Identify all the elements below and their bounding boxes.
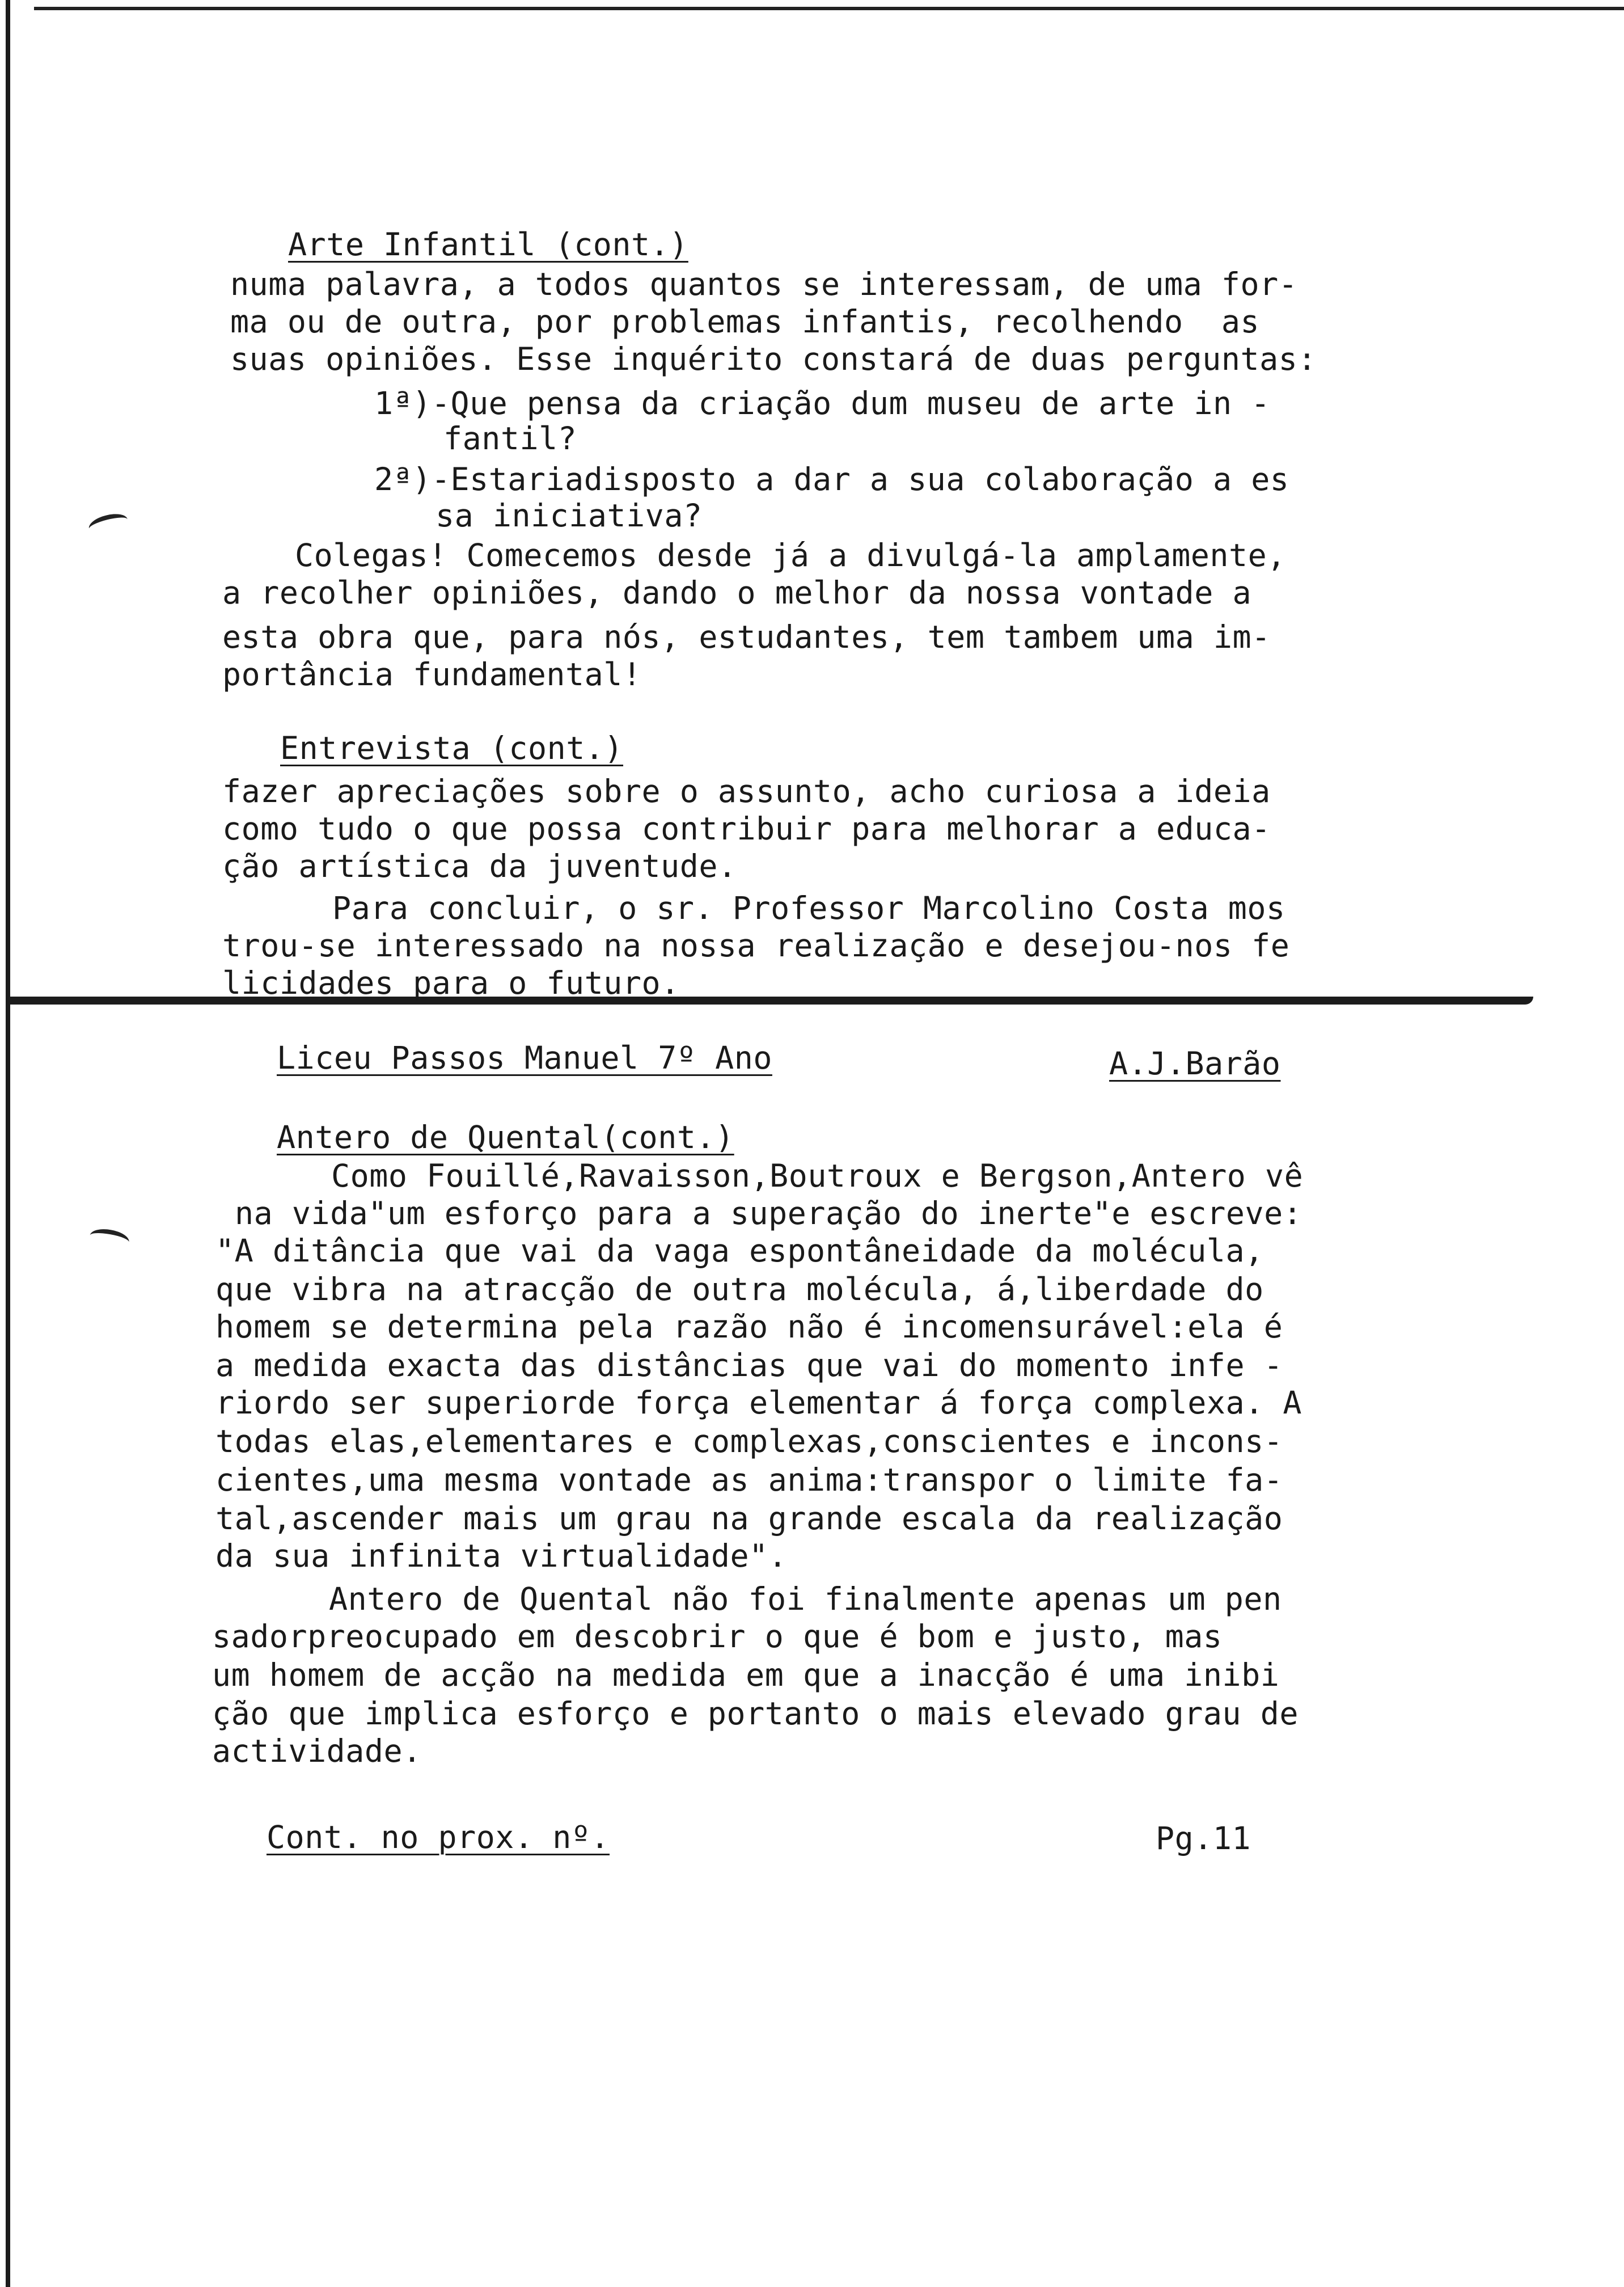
text-line: que vibra na atracção de outra molécula, á,liberdade do — [215, 1271, 1264, 1307]
section-heading-arte-infantil: Arte Infantil (cont.) — [288, 226, 688, 263]
text-line: portância fundamental! — [222, 656, 642, 693]
text-line: a recolher opiniões, dando o melhor da nossa vontade a — [222, 575, 1252, 611]
text-line: da sua infinita virtualidade". — [215, 1538, 788, 1574]
text-line: suas opiniões. Esse inquérito constará de duas perguntas: — [230, 341, 1317, 377]
text-line: tal,ascender mais um grau na grande escala da realização — [215, 1500, 1283, 1537]
binder-hole-mark — [88, 1226, 130, 1251]
text-line: na vida"um esforço para a superação do inerte"e escreve: — [235, 1195, 1302, 1231]
text-line: riordo ser superiorde força elementar á força complexa. A — [215, 1385, 1302, 1421]
text-line: homem se determina pela razão não é incomensurável:ela é — [215, 1309, 1283, 1345]
text-line: Colegas! Comecemos desde já a divulgá-la amplamente, — [295, 537, 1286, 573]
text-line: um homem de acção na medida em que a inacção é uma inibi — [212, 1657, 1280, 1693]
page-border-left — [6, 0, 10, 2287]
byline-school: Liceu Passos Manuel 7º Ano — [277, 1040, 772, 1076]
binder-hole-mark — [87, 510, 130, 538]
text-line: 2ª)-Estariadisposto a dar a sua colaboração a es — [374, 461, 1289, 497]
continued-note: Cont. no prox. nº. — [267, 1819, 610, 1855]
section-heading-antero: Antero de Quental(cont.) — [277, 1119, 734, 1155]
text-line: ma ou de outra, por problemas infantis, recolhendo as — [230, 303, 1260, 340]
text-line: como tudo o que possa contribuir para melhorar a educa- — [222, 811, 1271, 847]
text-line: Para concluir, o sr. Professor Marcolino Costa mos — [332, 890, 1285, 926]
text-line: esta obra que, para nós, estudantes, tem tambem uma im- — [222, 619, 1271, 655]
byline-author: A.J.Barão — [1109, 1045, 1281, 1082]
text-line: fantil? — [443, 420, 577, 457]
text-line: licidades para o futuro. — [222, 965, 680, 1001]
text-line: sa iniciativa? — [435, 497, 703, 534]
text-line: Antero de Quental não foi finalmente apenas um pen — [329, 1581, 1282, 1617]
text-line: ção artística da juventude. — [222, 848, 737, 884]
text-line: "A ditância que vai da vaga espontâneidade da molécula, — [215, 1233, 1264, 1269]
page-number: Pg.11 — [1156, 1820, 1251, 1856]
page-border-top — [34, 7, 1624, 10]
text-line: trou-se interessado na nossa realização e desejou-nos fe — [222, 927, 1290, 964]
text-line: 1ª)-Que pensa da criação dum museu de arte in - — [374, 385, 1270, 421]
text-line: fazer apreciações sobre o assunto, acho curiosa a ideia — [222, 773, 1271, 809]
text-line: cientes,uma mesma vontade as anima:transpor o limite fa- — [215, 1462, 1283, 1498]
section-heading-entrevista: Entrevista (cont.) — [280, 730, 624, 766]
text-line: ção que implica esforço e portanto o mais elevado grau de — [212, 1695, 1299, 1732]
text-line: actividade. — [212, 1733, 422, 1769]
text-line: sadorpreocupado em descobrir o que é bom e justo, mas — [212, 1618, 1223, 1655]
text-line: numa palavra, a todos quantos se interessam, de uma for- — [230, 266, 1298, 302]
text-line: a medida exacta das distâncias que vai do momento infe - — [215, 1347, 1283, 1383]
text-line: Como Fouillé,Ravaisson,Boutroux e Bergson,Antero vê — [331, 1158, 1304, 1194]
text-line: todas elas,elementares e complexas,conscientes e incons- — [215, 1423, 1283, 1459]
